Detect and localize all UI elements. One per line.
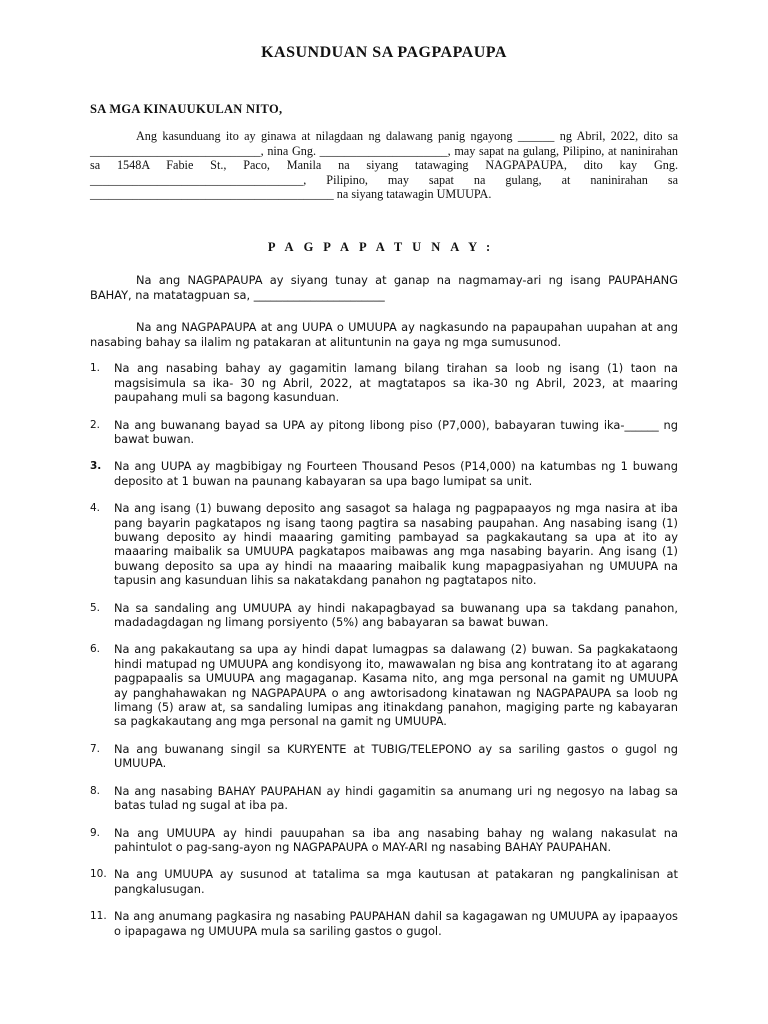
item-text: Na ang pakakautang sa upa ay hindi dapat lumagpas sa dalawang (2) buwan. Sa pagkakataong hindi matupad ng UMUUPA ang kondisyong ito, mawawalan ng bisa ang kontratang ito at agarang pagpapaalis sa UMUUPA ang magaganap. Kasama nito, ang mga personal na gamit ng UMUUPA ay panghahawakan ng NAGPAPAUPA o ang awtorisadong kinatawan ng NAGPAPAUPA sa loob ng limang (5) araw at, sa sandaling lumipas ang itinakdang panahon, magiging parte ng kabayaran sa pagkakautang ang mga personal na gamit ng UMUUPA. (114, 642, 678, 729)
item-number: 3. (90, 460, 102, 473)
item-text: Na ang anumang pagkasira ng nasabing PAUPAHAN dahil sa kagagawan ng UMUUPA ay ipapaayos o ipapagawa ng UMUUPA mula sa sariling gastos o gugol. (114, 909, 678, 938)
list-item (90, 826, 678, 855)
paragraph-ownership: Na ang NAGPAPAUPA ay siyang tunay at ganap na nagmamay-ari ng isang PAUPAHANG BAHAY, na matatagpuan sa, _______________________ (90, 272, 678, 302)
list-item (90, 501, 678, 587)
item-text: Na ang UUPA ay magbibigay ng Fourteen Thousand Pesos (P14,000) na katumbas ng 1 buwang deposito at 1 buwan na paunang kabayaran sa upa bago lumipat sa unit. (114, 459, 678, 488)
list-item (90, 742, 678, 771)
list-item (90, 867, 678, 896)
item-number: 4. (90, 502, 101, 515)
section-heading: PAGPAPATUNAY: (267, 239, 501, 254)
item-text: Na ang UMUUPA ay susunod at tatalima sa mga kautusan at patakaran ng pangkalinisan at pangkalusugan. (114, 867, 678, 896)
item-number: 10. (90, 868, 107, 881)
item-text: Na ang nasabing bahay ay gagamitin lamang bilang tirahan sa loob ng isang (1) taon na magsisimula sa ika- 30 ng Abril, 2022, at magtatapos sa ika-30 ng Abril, 2023, at maaring paupahang muli sa bagong kasunduan. (114, 361, 678, 405)
item-number: 2. (90, 418, 101, 431)
list-item (90, 418, 678, 447)
item-number: 11. (90, 910, 107, 923)
item-text: Na ang nasabing BAHAY PAUPAHAN ay hindi gagamitin sa anumang uri ng negosyo na labag sa batas tulad ng sugal at iba pa. (114, 783, 678, 813)
item-number: 6. (90, 643, 101, 656)
item-number: 9. (90, 826, 101, 839)
item-text: Na ang buwanang singil sa KURYENTE at TUBIG/TELEPONO ay sa sariling gastos o gugol ng UMUUPA. (114, 741, 678, 771)
paragraph-agreement: Na ang NAGPAPAUPA at ang UUPA o UMUUPA ay nagkasundo na papaupahan uupahan at ang nasabing bahay sa ilalim ng patakaran at alituntunin na gaya ng mga sumusunod. (90, 320, 678, 349)
item-text: Na sa sandaling ang UMUUPA ay hindi nakapagbayad sa buwanang upa sa takdang panahon, madadagdagan ng limang porsiyento (5%) ang babayaran sa bawat buwan. (114, 600, 678, 630)
item-text: Na ang buwanang bayad sa UPA ay pitong libong piso (P7,000), babayaran tuwing ika-______ ng bawat buwan. (114, 417, 678, 446)
list-item (90, 601, 678, 630)
document-title: KASUNDUAN SA PAGPAPAUPA (261, 44, 507, 61)
item-text: Na ang UMUUPA ay hindi pauupahan sa iba ang nasabing bahay ng walang nakasulat na pahintulot o pag-sang-ayon ng NAGPAPAUPA o MAY-ARI ng nasabing BAHAY PAUPAHAN. (114, 825, 678, 854)
list-item (90, 784, 678, 813)
item-text: Na ang isang (1) buwang deposito ang sasagot sa halaga ng pagpapaayos ng mga nasira at iba pang bayarin pagkatapos ng isang taong pagtira sa nasabing paupahan. Ang nasabing isang (1) buwang deposito ay hindi maaaring gamiting pambayad sa pagkakautang sa upa at ito ay maaaring maibalik sa UMUUPA pagkatapos maibawas ang mga nasabing bayarin. Ang isang (1) buwang deposito sa upa ay hindi na maaaring maibalik kung mapagpasiyahan ng UMUUPA na tapusin ang kasunduan lihis sa nakatakdang panahon ng pagtatapos nito. (114, 501, 678, 588)
item-number: 5. (90, 601, 101, 614)
item-number: 7. (90, 742, 101, 755)
intro-paragraph: Ang kasunduang ito ay ginawa at nilagdaan ng dalawang panig ngayong ______ ng Abril, 2022, dito sa ____________________________, nina Gng. _____________________, may sapat na gulang, Pilipino, at naninirahan sa 1548A Fabie St., Paco, Manila na siyang tatawaging NAGPAPAUPA, dito kay Gng. ___________________________________, Pilipino, may sapat na gulang, at naninirahan sa ________________________________________ na siyang tatawagin UMUUPA. (90, 129, 678, 202)
terms-list (90, 361, 678, 938)
list-item (90, 361, 678, 404)
greeting: SA MGA KINAUUKULAN NITO, (90, 102, 283, 116)
list-item (90, 459, 678, 488)
item-number: 8. (90, 784, 101, 797)
item-number: 1. (90, 362, 101, 375)
list-item (90, 909, 678, 938)
list-item (90, 642, 678, 728)
